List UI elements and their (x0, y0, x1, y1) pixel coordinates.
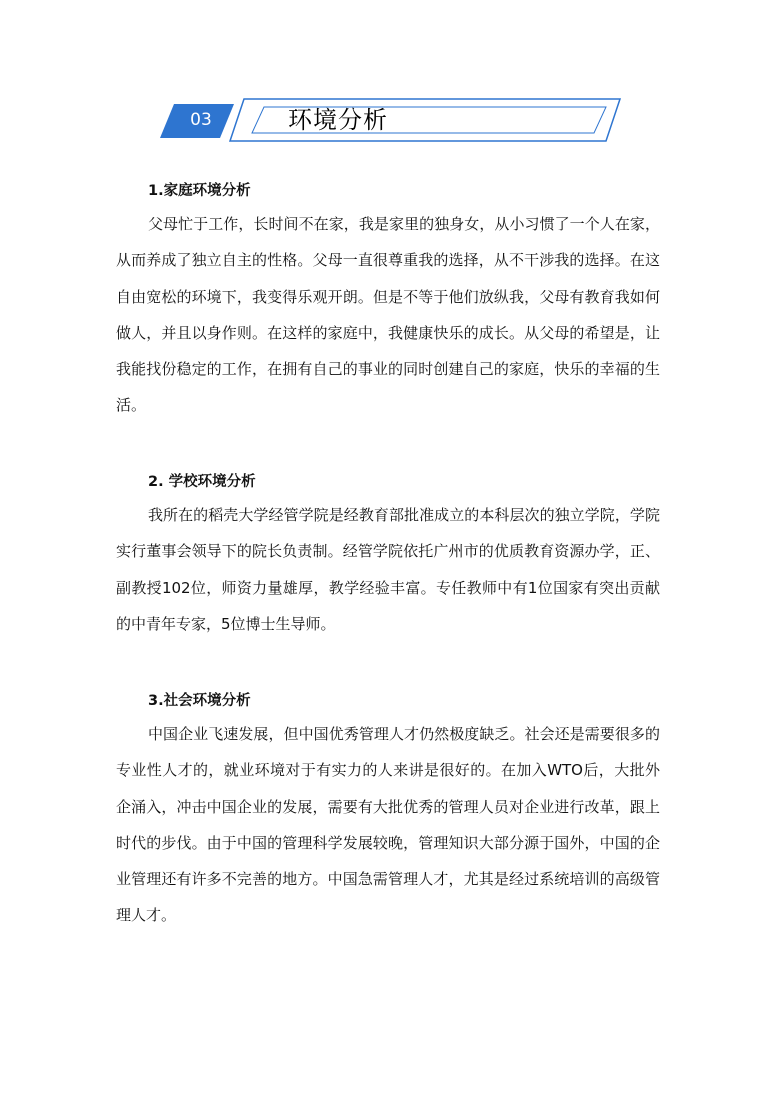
society-environment-section (116, 686, 660, 934)
section-header-banner (160, 96, 624, 144)
school-environment-section (116, 467, 660, 642)
page-title: 环境分析 (288, 106, 388, 134)
family-environment-section (116, 176, 660, 424)
section-paragraph: 中国企业飞速发展，但中国优秀管理人才仍然极度缺乏。社会还是需要很多的专业性人才的，就业环境对于有实力的人来讲是很好的。在加入WTO后，大批外企涌入，冲击中国企业的发展，需要有大批优秀的管理人员对企业进行改革，跟上时代的步伐。由于中国的管理科学发展较晚，管理知识大部分源于国外，中国的企业管理还有许多不完善的地方。中国急需管理人才，尤其是经过系统培训的高级管理人才。 (116, 725, 660, 925)
section-paragraph: 父母忙于工作，长时间不在家，我是家里的独身女，从小习惯了一个人在家，从而养成了独立自主的性格。父母一直很尊重我的选择，从不干涉我的选择。在这自由宽松的环境下，我变得乐观开朗。但是不等于他们放纵我，父母有教育我如何做人，并且以身作则。在这样的家庭中，我健康快乐的成长。从父母的希望是，让我能找份稳定的工作，在拥有自己的事业的同时创建自己的家庭，快乐的幸福的生活。 (116, 215, 660, 415)
section-paragraph: 我所在的稻壳大学经管学院是经教育部批准成立的本科层次的独立学院，学院实行董事会领导下的院长负责制。经管学院依托广州市的优质教育资源办学，正、副教授102位，师资力量雄厚，教学经验丰富。专任教师中有1位国家有突出贡献的中青年专家，5位博士生导师。 (116, 506, 660, 633)
section-heading: 1.家庭环境分析 (148, 183, 251, 199)
section-number: 03 (190, 110, 212, 130)
section-heading: 2. 学校环境分析 (148, 474, 256, 490)
section-heading: 3.社会环境分析 (148, 693, 251, 709)
